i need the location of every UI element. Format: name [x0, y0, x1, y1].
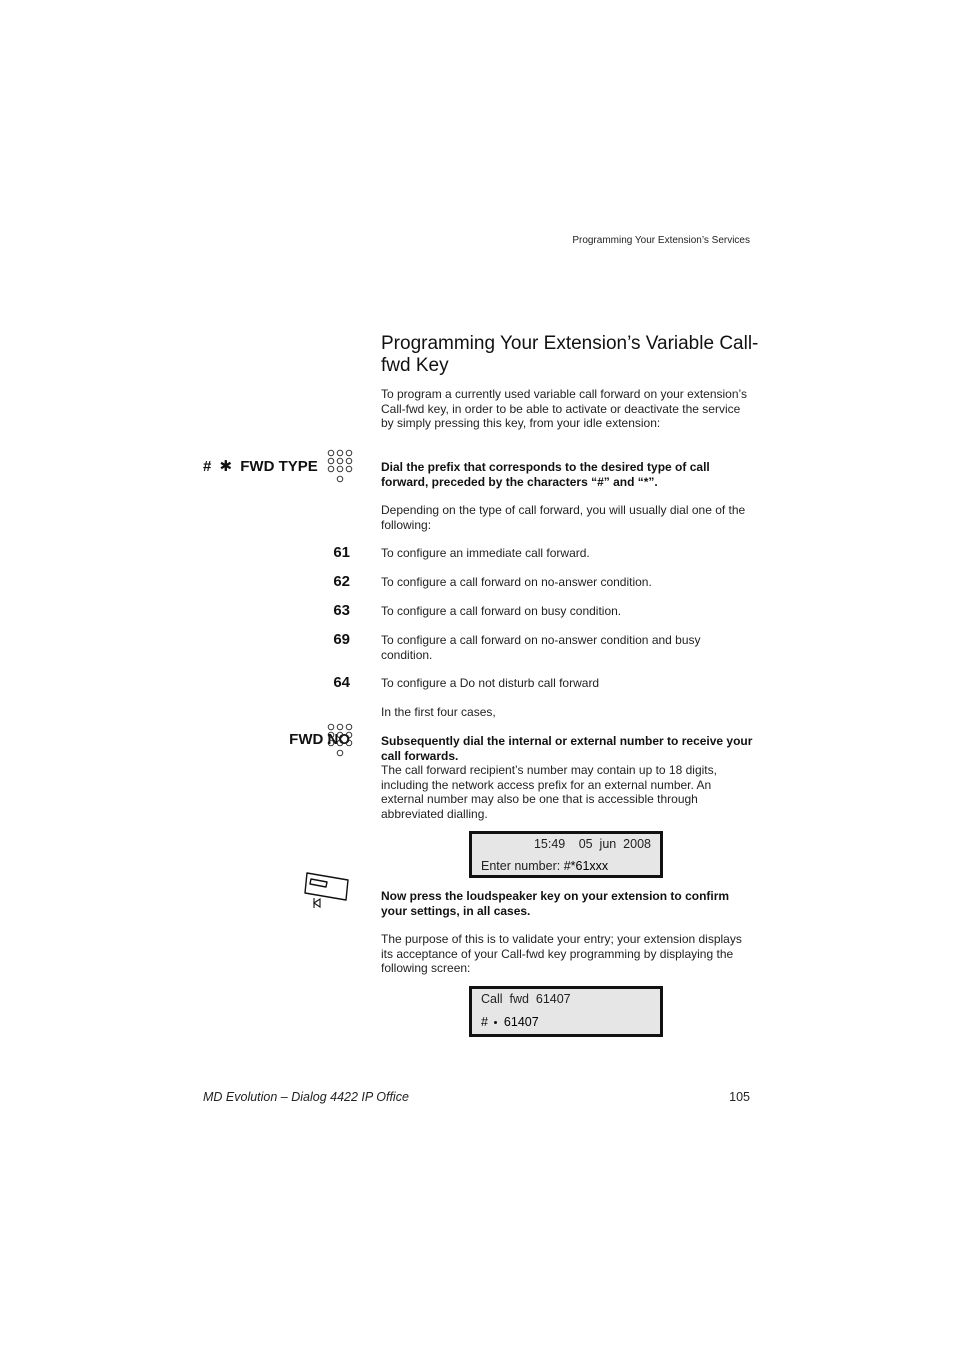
confirmation-line1: Call fwd 61407	[481, 992, 571, 1006]
phone-display-screen-confirmation	[469, 986, 663, 1037]
step2-instruction: Subsequently dial the internal or external number to receive your call forwards.	[381, 734, 753, 763]
code-61-text: To configure an immediate call forward.	[381, 546, 590, 560]
display-prompt: Enter number:	[481, 859, 561, 873]
hash-key: #	[203, 458, 212, 475]
star-key: ✱	[219, 458, 233, 475]
code-62-text: To configure a call forward on no-answer condition.	[381, 575, 652, 589]
keypad-icon	[327, 723, 353, 759]
page-number: 105	[729, 1090, 750, 1104]
step1-note: Depending on the type of call forward, you will usually dial one of the following:	[381, 503, 746, 532]
running-header: Programming Your Extension’s Services	[572, 235, 750, 246]
first-cases-text: In the first four cases,	[381, 705, 496, 719]
code-64-text: To configure a Do not disturb call forward	[381, 676, 600, 690]
code-63-text: To configure a call forward on busy condition.	[381, 604, 622, 618]
step3-note: The purpose of this is to validate your entry; your extension displays its acceptance of your Call-fwd key programming by displaying the following screen:	[381, 932, 742, 975]
keypad-icon	[327, 449, 353, 485]
confirmation-number: 61407	[503, 1015, 539, 1029]
display-time: 15:49	[533, 837, 566, 851]
display-entered-number: #*61xxx	[563, 859, 609, 873]
step2-note: The call forward recipient’s number may contain up to 18 digits, including the network access prefix for an external number. An external number may also be one that is accessible through abbreviated dialling.	[381, 763, 717, 821]
footer-product-name: MD Evolution – Dialog 4422 IP Office	[203, 1090, 409, 1104]
fwd-type-key-label-group	[203, 457, 318, 475]
fwd-type-label: FWD TYPE	[240, 458, 318, 475]
intro-paragraph: To program a currently used variable call forward on your extension’s Call-fwd key, in order to be able to activate or deactivate the service by simply pressing this key, from your idle extension:	[381, 387, 747, 430]
code-63: 63	[333, 602, 350, 619]
step3-instruction: Now press the loudspeaker key on your extension to confirm your settings, in all cases.	[381, 889, 730, 918]
fwd-no-label: FWD NO	[289, 731, 350, 748]
code-62: 62	[333, 573, 350, 590]
confirmation-hash: #	[481, 1015, 488, 1029]
code-69-text: To configure a call forward on no-answer condition and busy condition.	[381, 633, 701, 662]
code-64: 64	[333, 674, 350, 691]
loudspeaker-key-icon	[302, 870, 352, 912]
page-title: Programming Your Extension’s Variable Call-fwd Key	[381, 333, 759, 376]
star-dot-icon	[494, 1021, 497, 1024]
code-61: 61	[333, 544, 350, 561]
display-date: 05 jun 2008	[578, 837, 651, 851]
code-69: 69	[333, 631, 350, 648]
step1-instruction: Dial the prefix that corresponds to the desired type of call forward, preceded by the characters “#” and “*”.	[381, 460, 710, 489]
phone-display-screen	[469, 831, 663, 878]
